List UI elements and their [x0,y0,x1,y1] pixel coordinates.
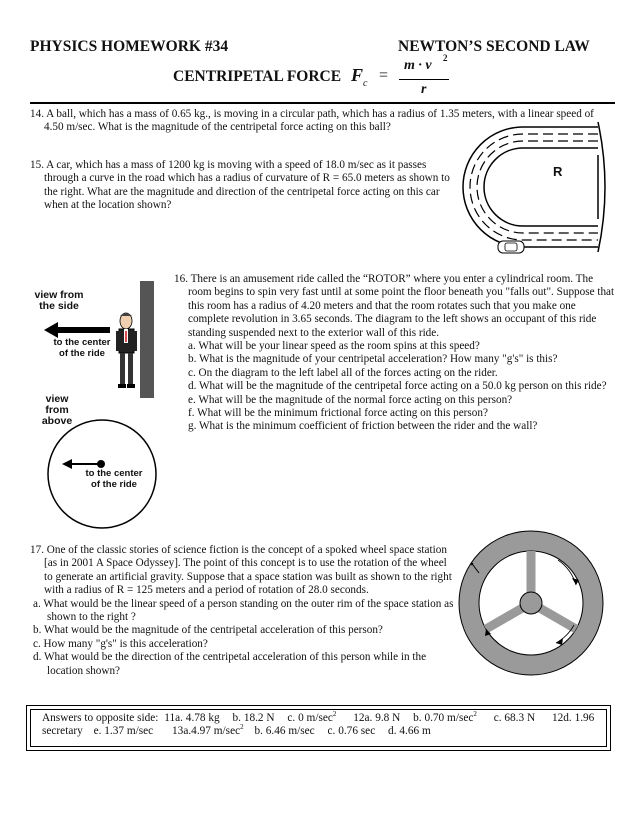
label-to-center-above: to the center of the ride [85,468,143,490]
rider-figure [112,312,142,390]
radius-label: R [553,164,563,179]
formula-numerator-exponent: 2 [443,53,448,63]
page-title: PHYSICS HOMEWORK #34 [30,38,229,55]
answer-11b: b. 18.2 N [232,712,275,724]
answers-line-2 [42,725,601,738]
answer-12a: 12a. 9.8 N [353,712,401,724]
label-view-from-side: view from the side [34,289,84,312]
rotor-wall [140,281,154,398]
formula-lhs-subscript: c [363,78,368,89]
answer-12d: 12d. 1.96 [551,712,595,724]
answer-13a: 13a.4.97 m/sec [172,725,241,737]
question-17 [30,544,455,678]
question-16f: f. What will be the minimum frictional force acting on this person? [188,407,488,420]
answers-box [26,705,611,751]
answers-prefix: Answers to opposite side: [42,712,159,724]
space-station-diagram [458,525,610,681]
label-to-center-side: to the center of the ride [53,337,111,359]
answer-13d: d. 4.66 m [388,725,431,737]
exponent: 2 [332,710,337,719]
topic-title: NEWTON’S SECOND LAW [398,38,590,55]
arrow-left-icon [62,459,72,469]
question-16b: b. What is the magnitude of your centripetal acceleration? How many "g's" is this? [188,353,558,366]
question-16e: e. What will be the magnitude of the normal force acting on this person? [188,393,513,406]
answer-12b: b. 0.70 m/sec [413,712,474,724]
question-16c: c. On the diagram to the left label all of the forces acting on the rider. [188,366,498,379]
answer-11a: 11a. 4.78 kg [164,712,220,724]
road-curve-diagram [458,118,618,266]
answer-12e: e. 1.37 m/sec [93,725,154,737]
question-16d: d. What will be the magnitude of the centripetal force acting on a 50.0 kg person on this ride? [188,380,607,393]
header-rule [30,102,615,104]
question-15: 15. A car, which has a mass of 1200 kg is moving with a speed of 18.0 m/sec as it passes through a curve in the road which has a radius of curvature of R = 65.0 meters as shown to the right. What are the magnitude and direction of the centripetal force acting on this car when at the location shown? [30,159,450,212]
label-view-from-above: view from above [41,393,73,427]
formula [173,53,463,102]
question-17-intro: 17. One of the classic stories of science fiction is the concept of a spoked wheel space station [as in 2001 A Space Odyssey]. The point of this concept is to use the rotation of the wheel to generate an artificial gravity. Suppose that a space station was built as shown to the right with a radius of R = 125 meters and a period of rotation of 28.0 seconds. [30,544,452,597]
question-17d: d. What would be the direction of the centripetal acceleration of this person while in the location shown? [33,651,427,677]
formula-lhs: F [351,65,364,85]
answer-13c: c. 0.76 sec [327,725,376,737]
question-17a: a. What would be the linear speed of a person standing on the outer rim of the space station as shown to the right ? [33,597,454,624]
question-16 [174,273,616,434]
answer-12d-unit: secretary [42,725,83,737]
question-16g: g. What is the minimum coefficient of friction between the rider and the wall? [188,420,538,433]
question-17c: c. How many "g's" is this acceleration? [33,637,208,650]
question-16a: a. What will be your linear speed as the room spins at this speed? [188,340,480,353]
car-icon [498,241,524,253]
answer-13b: b. 6.46 m/sec [254,725,315,737]
exponent: 2 [240,723,244,732]
question-17b: b. What would be the magnitude of the centripetal acceleration of this person? [33,624,383,637]
question-14: 14. A ball, which has a mass of 0.65 kg., is moving in a circular path, which has a radius of 1.35 meters, with a linear speed of 4.50 m/sec. What is the magnitude of the centripetal force acting on this ball? [30,108,594,134]
answer-12c: c. 68.3 N [493,712,536,724]
formula-denominator: r [421,82,427,97]
question-16-intro: 16. There is an amusement ride called the “ROTOR” where you enter a cylindrical room. The room begins to spin very fast until at some point the floor beneath you "falls out". Suppose that this room has a radius of 4.20 meters and that the room rotates such that you make one complete revolution in 3.65 seconds. The diagram to the left shows an occupant of this ride standing suspended next to the exterior wall of this ride. [174,273,615,339]
formula-equals: = [379,67,389,84]
exponent: 2 [473,710,477,719]
formula-label: CENTRIPETAL FORCE [173,68,342,85]
fraction-bar [399,79,449,80]
formula-numerator: m · v [404,58,432,73]
answers-line-1 [42,712,601,725]
answer-11c: c. 0 m/sec [287,712,333,724]
